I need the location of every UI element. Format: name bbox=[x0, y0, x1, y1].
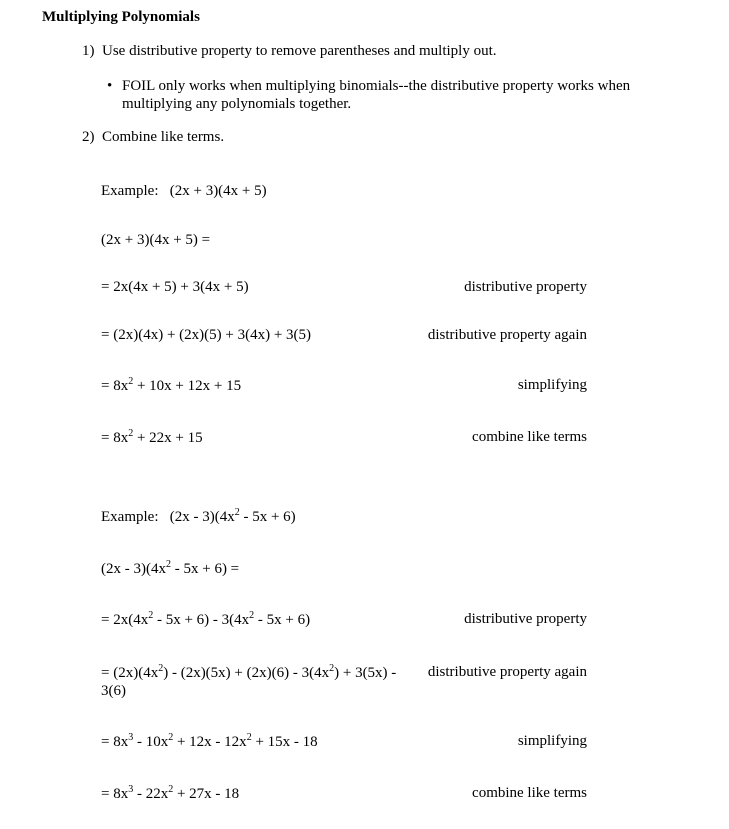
example-1-label: Example: bbox=[101, 183, 159, 199]
example-2-step-4 bbox=[101, 786, 239, 803]
page-title: Multiplying Polynomials bbox=[42, 9, 200, 25]
expr-part: - 5x + 6) = bbox=[170, 561, 240, 577]
expr-part: (2x - 3)(4x bbox=[169, 509, 235, 525]
example-1-note-2: distributive property again bbox=[427, 327, 587, 343]
expr-part: - 5x + 6) bbox=[239, 509, 296, 525]
example-1-problem: (2x + 3)(4x + 5) bbox=[169, 183, 267, 199]
example-2-start bbox=[101, 561, 239, 578]
step-1-number: 1) bbox=[82, 43, 95, 59]
exponent: 2 bbox=[249, 610, 255, 621]
example-1-step-3 bbox=[101, 378, 241, 395]
exponent: 3 bbox=[128, 732, 134, 743]
exponent: 2 bbox=[128, 376, 134, 387]
exponent: 2 bbox=[168, 732, 174, 743]
expr-part: = 2x(4x bbox=[101, 612, 149, 628]
expr-part: ) + 3(5x) - 3(6) bbox=[101, 665, 397, 699]
exponent: 2 bbox=[165, 559, 171, 570]
exponent: 2 bbox=[128, 428, 134, 439]
example-2-step-2 bbox=[101, 664, 411, 700]
expr-part: = 8x bbox=[101, 378, 129, 394]
expr-part: - 5x + 6) bbox=[254, 612, 311, 628]
example-1-step-2: = (2x)(4x) + (2x)(5) + 3(4x) + 3(5) bbox=[101, 327, 312, 343]
bullet-note: FOIL only works when multiplying binomials--the distributive property works when multiplying any polynomials together. bbox=[122, 78, 631, 112]
expr-part: = 8x bbox=[101, 786, 129, 802]
example-1-step-1: = 2x(4x + 5) + 3(4x + 5) bbox=[101, 279, 249, 295]
expr-part: = (2x)(4x bbox=[101, 665, 159, 681]
expr-part: = 8x bbox=[101, 430, 129, 446]
exponent: 2 bbox=[168, 784, 174, 795]
example-2-note-3: simplifying bbox=[517, 733, 587, 749]
step-1 bbox=[82, 43, 497, 60]
example-2-header bbox=[101, 509, 296, 526]
expr-part: + 22x + 15 bbox=[133, 430, 203, 446]
example-2-note-2: distributive property again bbox=[427, 664, 587, 680]
example-2-note-4: combine like terms bbox=[472, 785, 587, 801]
expr-part: + 10x + 12x + 15 bbox=[133, 378, 242, 394]
example-1-note-1: distributive property bbox=[464, 279, 587, 295]
example-1-note-3: simplifying bbox=[517, 377, 587, 393]
example-2-step-3 bbox=[101, 734, 318, 751]
example-2-label: Example: bbox=[101, 509, 159, 525]
expr-part: + 27x - 18 bbox=[173, 786, 240, 802]
example-1-step-4 bbox=[101, 430, 203, 447]
exponent: 2 bbox=[234, 507, 240, 518]
expr-part: ) - (2x)(5x) + (2x)(6) - 3(4x bbox=[163, 665, 330, 681]
example-2-problem bbox=[170, 509, 296, 525]
example-1-start: (2x + 3)(4x + 5) = bbox=[101, 232, 211, 248]
example-1-note-4: combine like terms bbox=[472, 429, 587, 445]
expr-part: (2x - 3)(4x bbox=[101, 561, 166, 577]
bullet-icon: • bbox=[107, 78, 113, 94]
exponent: 3 bbox=[128, 784, 134, 795]
example-2-step-1 bbox=[101, 612, 310, 629]
exponent: 2 bbox=[246, 732, 252, 743]
exponent: 2 bbox=[148, 610, 154, 621]
exponent: 2 bbox=[158, 663, 164, 674]
step-2-number: 2) bbox=[82, 129, 95, 145]
example-2-note-1: distributive property bbox=[464, 611, 587, 627]
step-2-text: Combine like terms. bbox=[102, 129, 225, 145]
expr-part: - 22x bbox=[133, 786, 169, 802]
example-1-header bbox=[101, 183, 267, 200]
expr-part: + 12x - 12x bbox=[173, 734, 247, 750]
expr-part: + 15x - 18 bbox=[251, 734, 318, 750]
step-1-text: Use distributive property to remove parentheses and multiply out. bbox=[102, 43, 497, 59]
expr-part: - 10x bbox=[133, 734, 169, 750]
expr-part: = 8x bbox=[101, 734, 129, 750]
expr-part: - 5x + 6) - 3(4x bbox=[153, 612, 250, 628]
exponent: 2 bbox=[329, 663, 335, 674]
step-2 bbox=[82, 129, 224, 146]
